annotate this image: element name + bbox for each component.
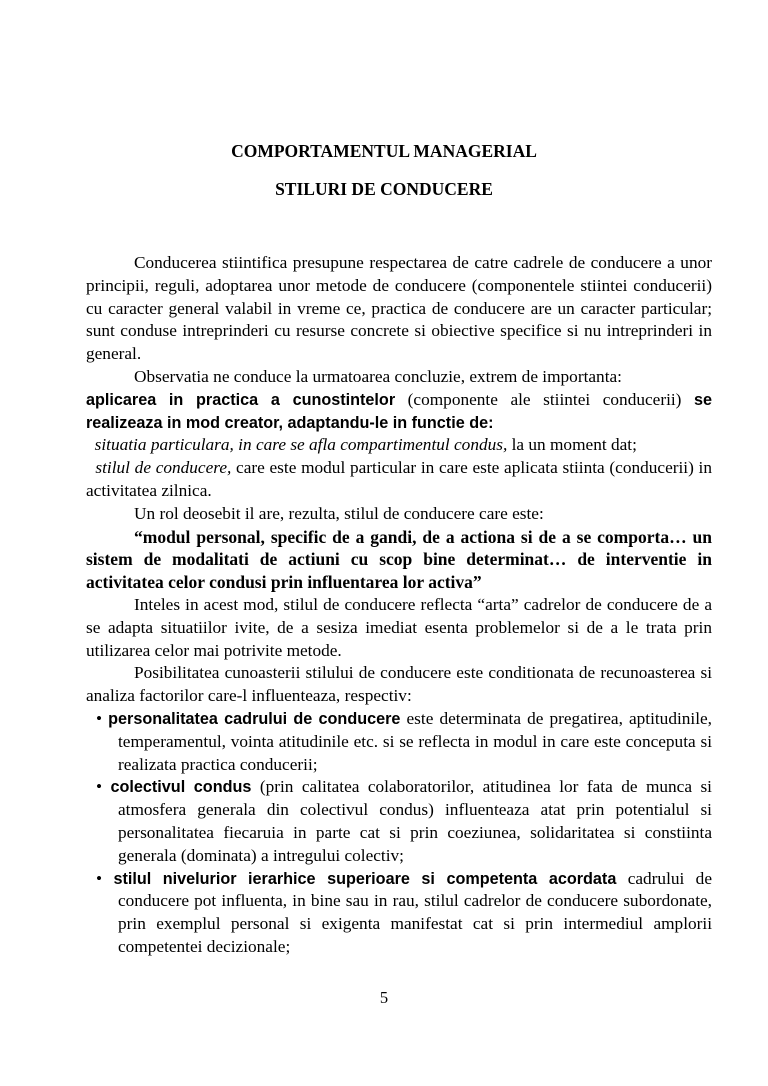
paragraph-conclusion (86, 389, 712, 435)
bullet-icon: • (96, 708, 103, 728)
document-body (86, 252, 712, 959)
paragraph-observation (86, 366, 712, 389)
factor-list-item (86, 776, 712, 867)
conclusion-middle: (componente ale stiintei conducerii) (395, 389, 694, 409)
factor-bold: personalitatea cadrului de conducere (108, 709, 401, 728)
paragraph-possibility: Posibilitatea cunoasterii stilului de conducere este conditionata de recunoasterea si analiza factorilor care-l influenteaza, respectiv: (86, 663, 712, 706)
factor-list-item (86, 868, 712, 959)
observation-intro: Observatia ne conduce la urmatoarea concluzie, extrem de importanta: (134, 366, 622, 386)
page-number: 5 (379, 988, 389, 1007)
paragraph-intro: Conducerea stiintifica presupune respectarea de catre cadrele de conducere a unor principii, reguli, adoptarea unor metode de conducere (componentele stiintei conducerii) cu caracter general valabil in vreme ce, practica de conducere are un caracter particular; sunt conduse intreprinderi cu resurse concrete si obiective specifice si nu intreprinderi in general. (86, 253, 712, 364)
definition-quote: “modul personal, specific de a gandi, de a actiona si de a se comporta… un sistem de modalitati de actiuni cu scop bine determinat… de interventie in activitatea celor condusi prin influentarea lor activa” (86, 526, 712, 593)
factor-bold: colectivul condus (110, 778, 252, 797)
conclusion-bold-1: aplicarea in practica a cunostintelor (86, 390, 396, 409)
sub-item-style-italic: stilul de conducere, (95, 458, 232, 478)
sub-item-situation-rest: la un moment dat; (507, 435, 637, 455)
sub-item-situation-italic: situatia particulara, in care se afla compartimentul condus, (94, 435, 508, 455)
bullet-icon: • (96, 777, 103, 797)
page-subtitle: STILURI DE CONDUCERE (275, 179, 493, 199)
factor-bold: stilul nivelurior ierarhice superioare si competenta acordata (113, 869, 617, 888)
factor-list (86, 708, 712, 959)
paragraph-role: Un rol deosebit il are, rezulta, stilul de conducere care este: (134, 503, 544, 523)
factor-text: este determinata de pregatirea, aptitudinile, temperamentul, vointa atitudinile etc. si se reflecta in modul in care este conceputa si realizata practica conducerii; (118, 708, 713, 774)
sub-item-situation (86, 434, 712, 457)
bullet-icon: • (96, 868, 103, 888)
conclusion-bold-2: se realizeaza in mod creator, adaptandu-le in functie de: (86, 390, 712, 432)
paragraph-understood: Inteles in acest mod, stilul de conducere reflecta “arta” cadrelor de conducere de a se adapta situatiilor ivite, de a sesiza imediat esenta problemelor si de a le trata prin utilizarea celor mai potrivite metode. (86, 594, 712, 660)
page-title: COMPORTAMENTUL MANAGERIAL (231, 141, 537, 161)
factor-list-item (86, 708, 712, 776)
sub-item-style-rest: care este modul particular in care este aplicata stiinta (conducerii) in activitatea zilnica. (86, 458, 712, 500)
sub-item-style (86, 457, 712, 503)
factor-text: (prin calitatea colaboratorilor, atitudinea lor fata de munca si atmosfera generala din colectivul condus) influenteaza atat prin potentialul si personalitatea fiecaruia in parte cat si prin coeziunea, solidaritatea si constiinta generala (dominata) a intregului colectiv; (118, 777, 712, 865)
factor-text: cadrului de conducere pot influenta, in bine sau in rau, stilul cadrelor de conducere subordonate, prin exemplul personal si exigenta manifestat cat si prin intermediul amplorii competentei decizionale; (118, 868, 712, 956)
